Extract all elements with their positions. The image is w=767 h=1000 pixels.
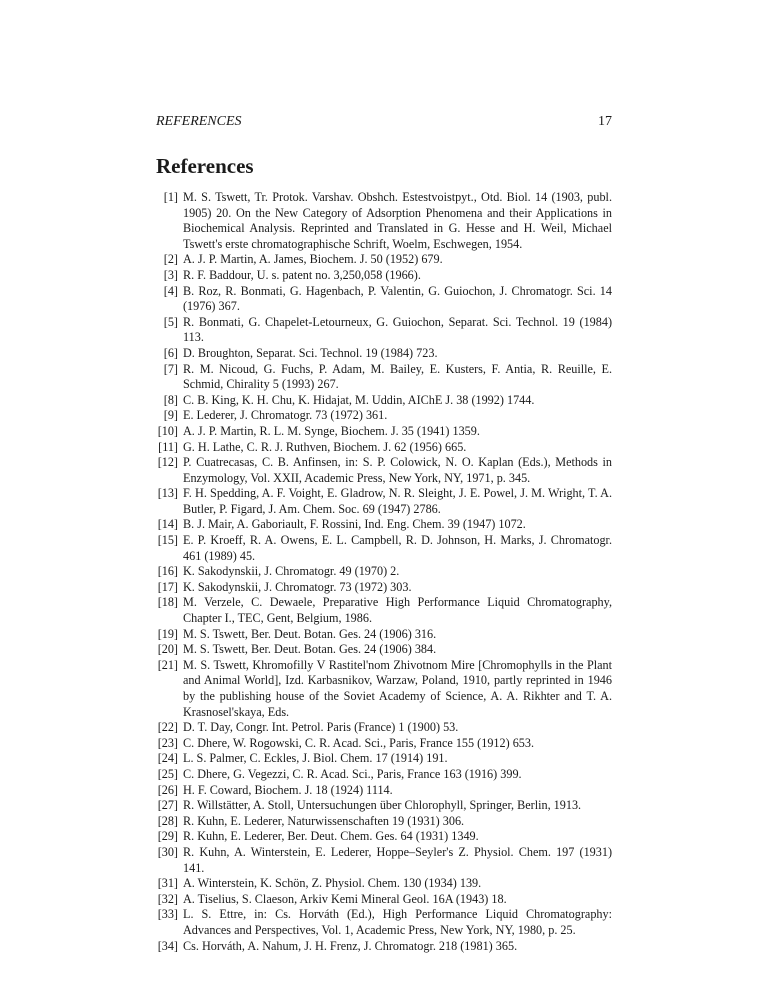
reference-number: [5] (163, 314, 178, 329)
reference-number: [13] (157, 486, 178, 501)
reference-number: [4] (163, 283, 178, 298)
reference-number: [6] (163, 345, 178, 360)
reference-number: [30] (157, 844, 178, 859)
reference-number: [20] (157, 642, 178, 657)
reference-item (156, 939, 612, 955)
reference-text: A. J. P. Martin, R. L. M. Synge, Biochem. J. 35 (1941) 1359. (183, 423, 480, 438)
reference-item (156, 783, 612, 799)
reference-item (156, 393, 612, 409)
reference-item (156, 346, 612, 362)
reference-text: C. Dhere, W. Rogowski, C. R. Acad. Sci., Paris, France 155 (1912) 653. (183, 735, 535, 750)
running-head-section: REFERENCES (156, 114, 242, 129)
reference-text: R. F. Baddour, U. s. patent no. 3,250,058 (1966). (183, 267, 421, 282)
reference-number: [15] (157, 533, 178, 548)
reference-item (156, 876, 612, 892)
reference-text: M. Verzele, C. Dewaele, Preparative High Performance Liquid Chromatography, Chapter I., TEC, Gent, Belgium, 1986. (183, 595, 612, 626)
reference-item (156, 642, 612, 658)
reference-item (156, 720, 612, 736)
reference-text: M. S. Tswett, Ber. Deut. Botan. Ges. 24 (1906) 316. (183, 626, 437, 641)
reference-text: R. M. Nicoud, G. Fuchs, P. Adam, M. Bailey, E. Kusters, F. Antia, R. Reuille, E. Schmid, Chirality 5 (1993) 267. (183, 361, 612, 392)
reference-text: M. S. Tswett, Tr. Protok. Varshav. Obshch. Estestvoistpyt., Otd. Biol. 14 (1903, publ. 1905) 20. On the New Category of Adsorption Phenomena and their Applications in Biochemical Analysis. Reprinted and Translated in G. Hesse and H. Weil, Michael Tswett's erste chromatographische Schrift, Woelm, Eschwegen, 1954. (183, 190, 612, 251)
reference-item (156, 268, 612, 284)
reference-item (156, 627, 612, 643)
reference-text: A. J. P. Martin, A. James, Biochem. J. 50 (1952) 679. (183, 252, 443, 267)
reference-text: B. J. Mair, A. Gaboriault, F. Rossini, Ind. Eng. Chem. 39 (1947) 1072. (183, 517, 526, 532)
reference-text: A. Tiselius, S. Claeson, Arkiv Kemi Mineral Geol. 16A (1943) 18. (183, 891, 507, 906)
reference-number: [31] (157, 876, 178, 891)
page (156, 114, 612, 954)
reference-item (156, 486, 612, 517)
reference-number: [8] (163, 392, 178, 407)
reference-text: H. F. Coward, Biochem. J. 18 (1924) 1114. (183, 782, 393, 797)
reference-item (156, 736, 612, 752)
reference-item (156, 767, 612, 783)
reference-item (156, 658, 612, 720)
reference-number: [10] (157, 423, 178, 438)
reference-item (156, 517, 612, 533)
reference-item (156, 564, 612, 580)
reference-number: [14] (157, 517, 178, 532)
reference-text: M. S. Tswett, Ber. Deut. Botan. Ges. 24 (1906) 384. (183, 642, 437, 657)
reference-item (156, 284, 612, 315)
reference-number: [12] (157, 455, 178, 470)
reference-item (156, 190, 612, 252)
reference-number: [17] (157, 579, 178, 594)
reference-item (156, 845, 612, 876)
reference-item (156, 455, 612, 486)
reference-text: E. Lederer, J. Chromatogr. 73 (1972) 361. (183, 408, 388, 423)
reference-item (156, 315, 612, 346)
reference-text: A. Winterstein, K. Schön, Z. Physiol. Chem. 130 (1934) 139. (183, 876, 482, 891)
reference-item (156, 595, 612, 626)
reference-text: R. Kuhn, E. Lederer, Ber. Deut. Chem. Ges. 64 (1931) 1349. (183, 829, 479, 844)
reference-item (156, 424, 612, 440)
reference-item (156, 798, 612, 814)
reference-number: [34] (157, 938, 178, 953)
reference-item (156, 814, 612, 830)
reference-item (156, 829, 612, 845)
reference-item (156, 580, 612, 596)
reference-item (156, 907, 612, 938)
reference-number: [9] (163, 408, 178, 423)
page-number: 17 (598, 114, 612, 129)
reference-item (156, 408, 612, 424)
reference-number: [22] (157, 720, 178, 735)
reference-text: R. Kuhn, E. Lederer, Naturwissenschaften 19 (1931) 306. (183, 813, 465, 828)
reference-number: [25] (157, 766, 178, 781)
reference-text: C. Dhere, G. Vegezzi, C. R. Acad. Sci., Paris, France 163 (1916) 399. (183, 766, 522, 781)
reference-number: [18] (157, 595, 178, 610)
reference-text: B. Roz, R. Bonmati, G. Hagenbach, P. Valentin, G. Guiochon, J. Chromatogr. Sci. 14 (1976) 367. (183, 283, 612, 314)
reference-number: [7] (163, 361, 178, 376)
reference-item (156, 892, 612, 908)
reference-number: [33] (157, 907, 178, 922)
reference-text: R. Willstätter, A. Stoll, Untersuchungen über Chlorophyll, Springer, Berlin, 1913. (183, 798, 582, 813)
reference-text: K. Sakodynskii, J. Chromatogr. 49 (1970) 2. (183, 564, 400, 579)
reference-text: R. Kuhn, A. Winterstein, E. Lederer, Hoppe–Seyler's Z. Physiol. Chem. 197 (1931) 141. (183, 844, 612, 875)
running-head (156, 114, 612, 136)
reference-text: F. H. Spedding, A. F. Voight, E. Gladrow, N. R. Sleight, J. E. Powel, J. M. Wright, T. A. Butler, P. Figard, J. Am. Chem. Soc. 69 (1947) 2786. (183, 486, 612, 516)
reference-number: [29] (157, 829, 178, 844)
reference-item (156, 252, 612, 268)
reference-text: L. S. Palmer, C. Eckles, J. Biol. Chem. 17 (1914) 191. (183, 751, 448, 766)
reference-number: [32] (157, 891, 178, 906)
reference-number: [21] (157, 657, 178, 672)
reference-text: C. B. King, K. H. Chu, K. Hidajat, M. Uddin, AIChE J. 38 (1992) 1744. (183, 392, 535, 407)
reference-text: P. Cuatrecasas, C. B. Anfinsen, in: S. P. Colowick, N. O. Kaplan (Eds.), Methods in Enzymology, Vol. XXII, Academic Press, New York, NY, 1971, p. 345. (183, 455, 612, 485)
reference-text: Cs. Horváth, A. Nahum, J. H. Frenz, J. Chromatogr. 218 (1981) 365. (183, 938, 518, 953)
reference-item (156, 751, 612, 767)
reference-text: R. Bonmati, G. Chapelet-Letourneux, G. Guiochon, Separat. Sci. Technol. 19 (1984) 113. (183, 314, 612, 345)
reference-text: D. T. Day, Congr. Int. Petrol. Paris (France) 1 (1900) 53. (183, 720, 459, 735)
reference-number: [3] (163, 267, 178, 282)
reference-number: [16] (157, 564, 178, 579)
reference-number: [19] (157, 626, 178, 641)
reference-text: E. P. Kroeff, R. A. Owens, E. L. Campbell, R. D. Johnson, H. Marks, J. Chromatogr. 461 (1989) 45. (183, 533, 612, 563)
reference-number: [2] (163, 252, 178, 267)
reference-list (156, 190, 612, 954)
reference-text: G. H. Lathe, C. R. J. Ruthven, Biochem. J. 62 (1956) 665. (183, 439, 467, 454)
reference-number: [11] (158, 439, 178, 454)
reference-number: [23] (157, 735, 178, 750)
reference-text: D. Broughton, Separat. Sci. Technol. 19 (1984) 723. (183, 345, 438, 360)
reference-number: [26] (157, 782, 178, 797)
reference-text: K. Sakodynskii, J. Chromatogr. 73 (1972) 303. (183, 579, 412, 594)
reference-number: [27] (157, 798, 178, 813)
section-heading: References (156, 154, 254, 178)
reference-item (156, 440, 612, 456)
reference-text: L. S. Ettre, in: Cs. Horváth (Ed.), High Performance Liquid Chromatography: Advances and Perspectives, Vol. 1, Academic Press, New York, NY, 1980, p. 25. (183, 907, 612, 937)
reference-number: [24] (157, 751, 178, 766)
reference-number: [28] (157, 813, 178, 828)
reference-text: M. S. Tswett, Khromofilly V Rastitel'nom Zhivotnom Mire [Chromophylls in the Plant and Animal World], Izd. Karbasnikov, Warzaw, Poland, 1910, partly reprinted in 1946 by the publishing house of the Soviet Academy of Science, A. A. Rikhter and T. A. Krasnosel'skaya, Eds. (183, 657, 612, 719)
reference-number: [1] (163, 190, 178, 204)
reference-item (156, 533, 612, 564)
reference-item (156, 362, 612, 393)
